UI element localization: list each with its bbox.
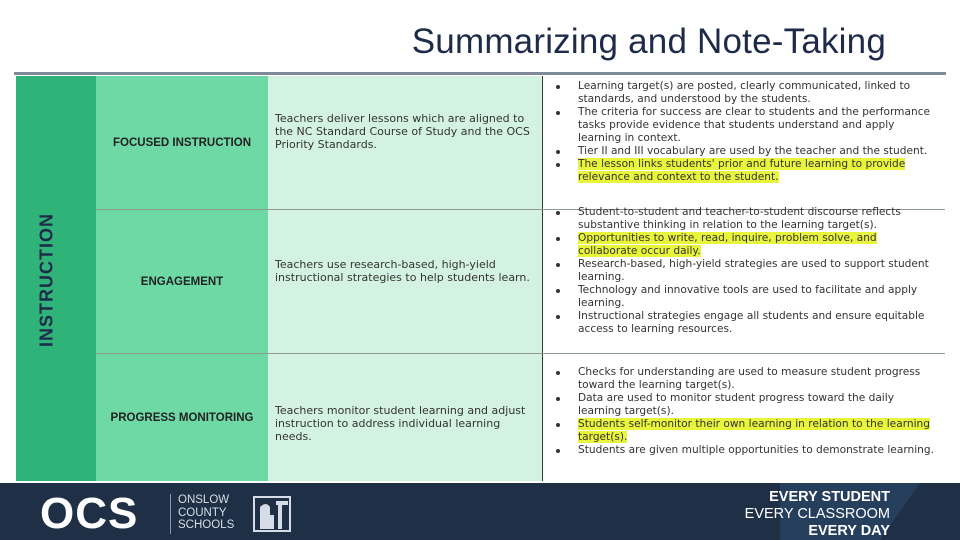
highlighted-bullet-text: Students self-monitor their own learning in relation to the learning target(s). [578,418,930,443]
slide-title: Summarizing and Note-Taking [411,22,886,61]
bullet-dot [556,237,560,241]
description-text: Teachers use research-based, high-yield instructional strategies to help students learn. [275,258,530,284]
list-item [543,106,945,145]
bullet-text: Students are given multiple opportunities to demonstrate learning. [578,444,934,456]
bullet-text: Student-to-student and teacher-to-student discourse reflects substantive thinking in relation to the learning target(s). [578,206,901,231]
tagline-line: EVERY CLASSROOM [744,506,890,522]
list-item [543,80,945,106]
area-label: FOCUSED INSTRUCTION [113,136,251,149]
district-line: SCHOOLS [178,519,235,531]
description-cell [268,210,543,353]
title-divider [14,72,946,75]
list-item [543,232,945,258]
tagline-line: EVERY DAY [808,523,890,539]
description-cell [268,76,543,209]
bullet-text: The criteria for success are clear to students and the performance tasks provide evidence that students understand and apply learning in context. [578,106,931,144]
district-emblem-icon [252,493,292,535]
list-item [543,418,945,444]
area-label: ENGAGEMENT [140,275,224,288]
ocs-logo: OCS [40,489,139,538]
area-label: PROGRESS MONITORING [110,411,254,424]
bullet-text: Instructional strategies engage all students and ensure equitable access to learning resources. [578,310,925,335]
highlighted-bullet-text: The lesson links students' prior and future learning to provide relevance and context to the student. [578,158,906,183]
standards-table [96,76,945,481]
area-cell [96,354,268,481]
bullet-dot [556,85,560,89]
list-item [543,392,945,418]
logo-divider [170,494,171,534]
table-row [96,206,945,354]
bullets-cell [543,76,945,209]
bullet-dot [556,397,560,401]
bullet-text: Technology and innovative tools are used to facilitate and apply learning. [578,284,918,309]
bullets-cell [543,354,945,481]
description-text: Teachers deliver lessons which are aligned to the NC Standard Course of Study and the OCS Priority Standards. [275,112,530,151]
bullet-dot [556,423,560,427]
bullet-dot [556,163,560,167]
list-item [543,145,945,158]
bullet-text: Learning target(s) are posted, clearly communicated, linked to standards, and understood by the students. [578,80,911,105]
bullets-cell [543,206,945,353]
bullet-text: Tier II and III vocabulary are used by the teacher and the student. [578,145,928,157]
bullet-dot [556,111,560,115]
tagline-line: EVERY STUDENT [769,489,890,505]
bullet-text: Research-based, high-yield strategies are used to support student learning. [578,258,929,283]
bullet-dot [556,150,560,154]
description-cell [268,354,543,481]
district-tagline [745,489,890,540]
list-item [543,310,945,336]
list-item [543,444,945,457]
area-cell [96,210,268,353]
list-item [543,158,945,184]
district-line: COUNTY [178,506,227,519]
bullet-list [543,80,945,184]
bullet-text: Data are used to monitor student progress toward the daily learning target(s). [578,392,894,417]
bullet-text: Checks for understanding are used to measure student progress toward the learning target(s). [578,366,921,391]
list-item [543,258,945,284]
bullet-list [543,206,945,336]
bullet-dot [556,289,560,293]
district-name [178,494,234,532]
description-text: Teachers monitor student learning and adjust instruction to address individual learning needs. [275,404,526,443]
list-item [543,366,945,392]
list-item [543,284,945,310]
instruction-label: INSTRUCTION [36,213,57,347]
list-item [543,206,945,232]
bullet-dot [556,371,560,375]
bullet-dot [556,315,560,319]
area-cell [96,76,268,209]
district-line: ONSLOW [178,494,230,506]
bullet-dot [556,211,560,215]
bullet-dot [556,449,560,453]
bullet-dot [556,263,560,267]
bullet-list [543,366,945,457]
highlighted-bullet-text: Opportunities to write, read, inquire, problem solve, and collaborate occur daily. [578,232,877,257]
table-row [96,354,945,481]
table-row [96,76,945,210]
